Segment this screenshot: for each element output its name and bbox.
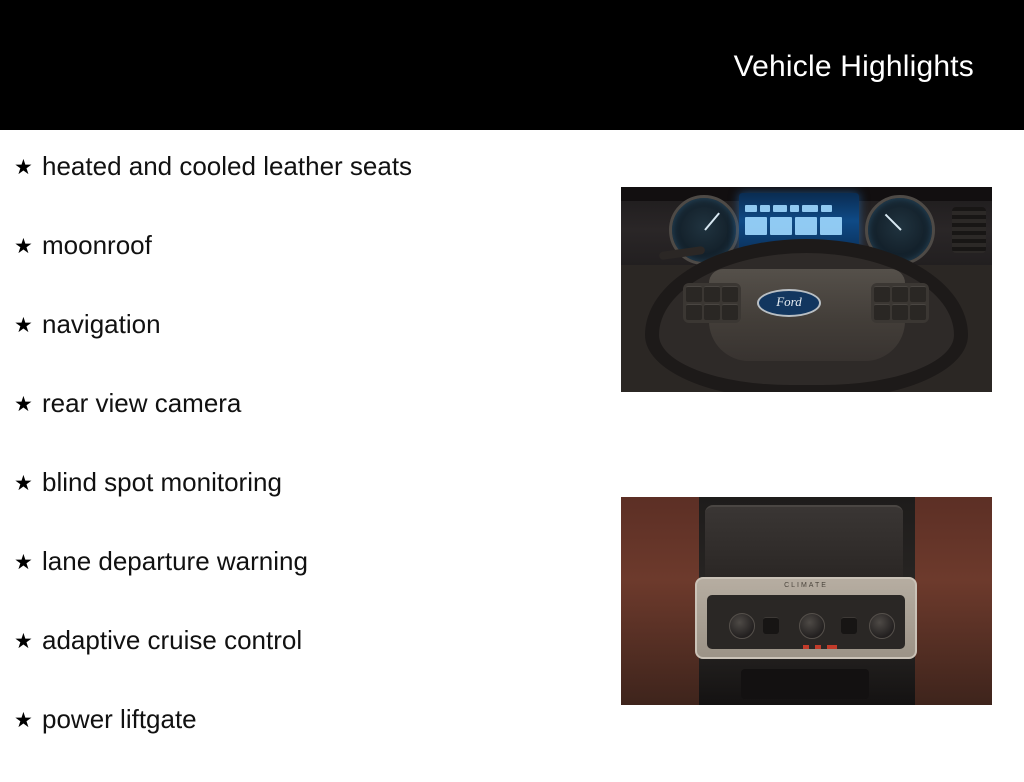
gauge-needle	[704, 213, 720, 231]
star-bullet-icon: ★	[14, 156, 33, 179]
console-armrest-lid	[705, 505, 903, 581]
climate-button	[841, 617, 857, 634]
list-item	[14, 545, 574, 624]
climate-controls-face	[707, 595, 905, 649]
list-item	[14, 387, 574, 466]
header-bar	[0, 0, 1024, 130]
feature-label: heated and cooled leather seats	[42, 151, 413, 181]
page-title: Vehicle Highlights	[733, 50, 974, 83]
left-steering-controls	[683, 283, 741, 323]
list-item	[14, 466, 574, 545]
center-console-photo	[621, 497, 992, 705]
star-bullet-icon: ★	[14, 235, 33, 258]
list-item	[14, 150, 574, 229]
cupholder-tray	[741, 669, 869, 699]
list-item	[14, 703, 574, 782]
temperature-knob-left	[729, 613, 755, 639]
star-bullet-icon: ★	[14, 314, 33, 337]
list-item	[14, 229, 574, 308]
ford-logo: Ford	[757, 289, 821, 317]
air-vent-icon	[952, 207, 986, 253]
list-item	[14, 624, 574, 703]
gauge-needle	[885, 214, 902, 231]
star-bullet-icon: ★	[14, 551, 33, 574]
feature-label: power liftgate	[42, 704, 197, 734]
star-bullet-icon: ★	[14, 709, 33, 732]
star-bullet-icon: ★	[14, 630, 33, 653]
vehicle-features-list	[14, 150, 574, 782]
fan-knob	[799, 613, 825, 639]
temperature-knob-right	[869, 613, 895, 639]
cluster-display-row	[745, 199, 853, 207]
star-bullet-icon: ★	[14, 393, 33, 416]
feature-label: moonroof	[42, 230, 152, 260]
climate-button	[763, 617, 779, 634]
star-bullet-icon: ★	[14, 472, 33, 495]
steering-wheel-photo	[621, 187, 992, 392]
indicator-lights	[803, 645, 837, 649]
list-item	[14, 308, 574, 387]
feature-label: lane departure warning	[42, 546, 308, 576]
feature-label: blind spot monitoring	[42, 467, 282, 497]
feature-label: navigation	[42, 309, 161, 339]
right-steering-controls	[871, 283, 929, 323]
rear-climate-panel	[695, 577, 917, 659]
feature-label: rear view camera	[42, 388, 242, 418]
cluster-display-row	[745, 217, 853, 225]
climate-panel-label: CLIMATE	[784, 582, 828, 589]
feature-label: adaptive cruise control	[42, 625, 303, 655]
